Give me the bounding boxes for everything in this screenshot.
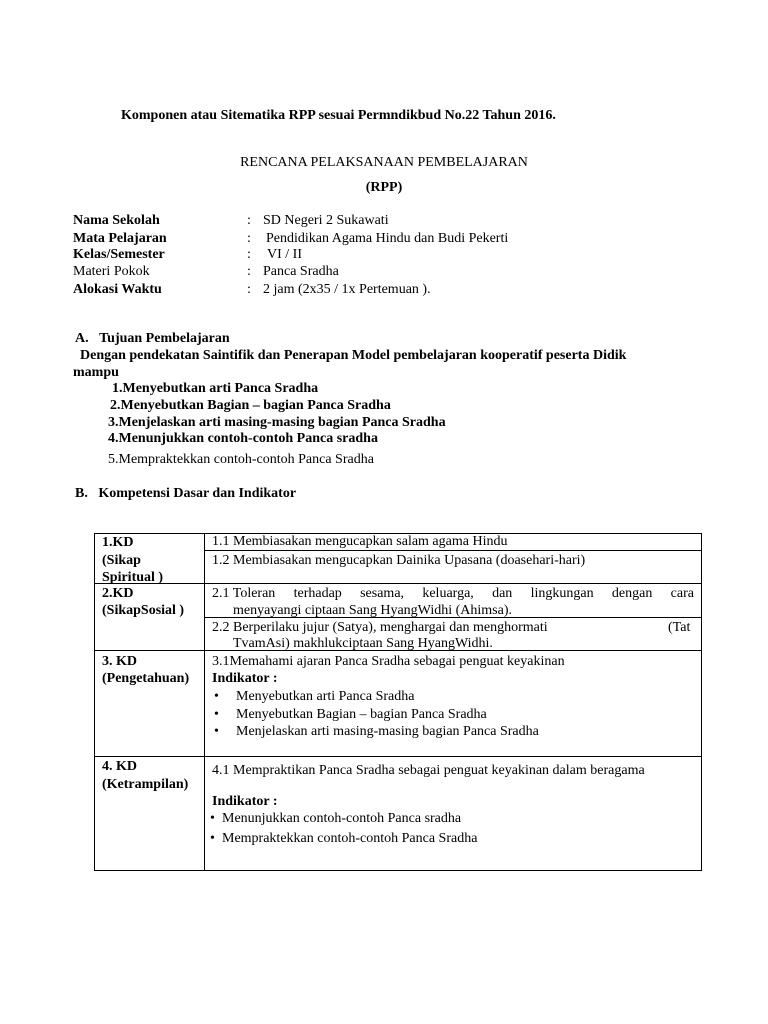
kd2-item-2-end: (Tat (668, 620, 691, 635)
identity-value-topic: Panca Sradha (263, 264, 339, 279)
identity-label-school: Nama Sekolah (73, 213, 160, 228)
section-a-intro-line1: Dengan pendekatan Saintifik dan Penerapan Model pembelajaran kooperatif peserta Didik (80, 348, 627, 363)
kd2-word: dan (492, 586, 513, 601)
kd2-item-2-line1: 2.2 Berperilaku jujur (Satya), menghargai dan menghormati (212, 620, 548, 635)
identity-value-school: SD Negeri 2 Sukawati (263, 213, 389, 228)
document-top-title: Komponen atau Sitematika RPP sesuai Permndikbud No.22 Tahun 2016. (121, 108, 556, 123)
kd2-label-line2: (SikapSosial ) (102, 603, 185, 618)
kd1-label-line1: 1.KD (102, 535, 134, 550)
kd2-word: terhadap (293, 586, 342, 601)
kd3-label-line2: (Pengetahuan) (102, 671, 190, 686)
kd4-indikator-label: Indikator : (212, 794, 278, 809)
competency-table (94, 533, 702, 871)
kd1-label-line2: (Sikap (102, 553, 141, 568)
page-title: RENCANA PELAKSANAAN PEMBELAJARAN (240, 155, 528, 170)
kd4-label-line1: 4. KD (102, 759, 137, 774)
section-b-heading: B. Kompetensi Dasar dan Indikator (75, 486, 297, 501)
kd1-item-1: 1.1 Membiasakan mengucapkan salam agama Hindu (212, 534, 508, 549)
kd4-label-line2: (Ketrampilan) (102, 777, 189, 792)
identity-colon: : (247, 213, 251, 228)
kd4-indicator-2: Mempraktekkan contoh-contoh Panca Sradha (222, 831, 478, 846)
kd3-line1: 3.1Memahami ajaran Panca Sradha sebagai penguat keyakinan (212, 654, 565, 669)
page-subtitle: (RPP) (365, 180, 403, 195)
kd4-line1: 4.1 Mempraktikan Panca Sradha sebagai penguat keyakinan dalam beragama (212, 763, 645, 778)
bullet-icon: • (214, 724, 219, 739)
kd2-word: dengan (611, 586, 653, 601)
kd2-label-line1: 2.KD (102, 586, 134, 601)
bullet-icon: • (214, 707, 219, 722)
section-a-intro-line2: mampu (73, 365, 119, 380)
identity-label-subject: Mata Pelajaran (73, 231, 167, 246)
kd2-word: keluarga, (422, 586, 474, 601)
kd3-label-line1: 3. KD (102, 654, 137, 669)
kd2-item-1-line1 (212, 586, 694, 602)
kd1-item-2: 1.2 Membiasakan mengucapkan Dainika Upasana (doasehari-hari) (212, 553, 586, 568)
objective-item-1: 1.Menyebutkan arti Panca Sradha (112, 381, 319, 396)
identity-colon: : (247, 282, 251, 297)
kd2-item-2-line2: TvamAsi) makhlukciptaan Sang HyangWidhi. (233, 636, 493, 651)
kd2-word: lingkungan (530, 586, 594, 601)
objective-item-4: 4.Menunjukkan contoh-contoh Panca sradha (108, 431, 378, 446)
kd4-indicator-1: Menunjukkan contoh-contoh Panca sradha (222, 811, 462, 826)
kd3-indicator-2: Menyebutkan Bagian – bagian Panca Sradha (236, 707, 487, 722)
section-a-heading: A. Tujuan Pembelajaran (75, 331, 230, 346)
identity-label-class: Kelas/Semester (73, 247, 165, 262)
objective-item-3: 3.Menjelaskan arti masing-masing bagian Panca Sradha (108, 415, 446, 430)
identity-value-time: 2 jam (2x35 / 1x Pertemuan ). (263, 282, 431, 297)
identity-colon: : (247, 231, 251, 246)
objective-item-5: 5.Mempraktekkan contoh-contoh Panca Sradha (108, 452, 374, 467)
kd2-word: sesama, (360, 586, 405, 601)
identity-colon: : (247, 264, 251, 279)
identity-value-class: VI / II (267, 247, 302, 262)
identity-colon: : (247, 247, 251, 262)
identity-label-time: Alokasi Waktu (73, 282, 162, 297)
kd2-item-1-line2: menyayangi ciptaan Sang HyangWidhi (Ahimsa). (233, 603, 512, 618)
objective-item-2: 2.Menyebutkan Bagian – bagian Panca Sradha (110, 398, 391, 413)
bullet-icon: • (214, 689, 219, 704)
bullet-icon: • (210, 811, 215, 826)
kd1-label-line3: Spiritual ) (102, 570, 164, 585)
kd2-word: cara (670, 586, 694, 601)
identity-label-topic: Materi Pokok (73, 264, 150, 279)
kd3-indicator-1: Menyebutkan arti Panca Sradha (236, 689, 415, 704)
kd3-indicator-3: Menjelaskan arti masing-masing bagian Panca Sradha (236, 724, 539, 739)
identity-value-subject: Pendidikan Agama Hindu dan Budi Pekerti (266, 231, 509, 246)
kd3-indikator-label: Indikator : (212, 671, 278, 686)
bullet-icon: • (210, 831, 215, 846)
kd2-word: 2.1 Toleran (212, 586, 276, 601)
